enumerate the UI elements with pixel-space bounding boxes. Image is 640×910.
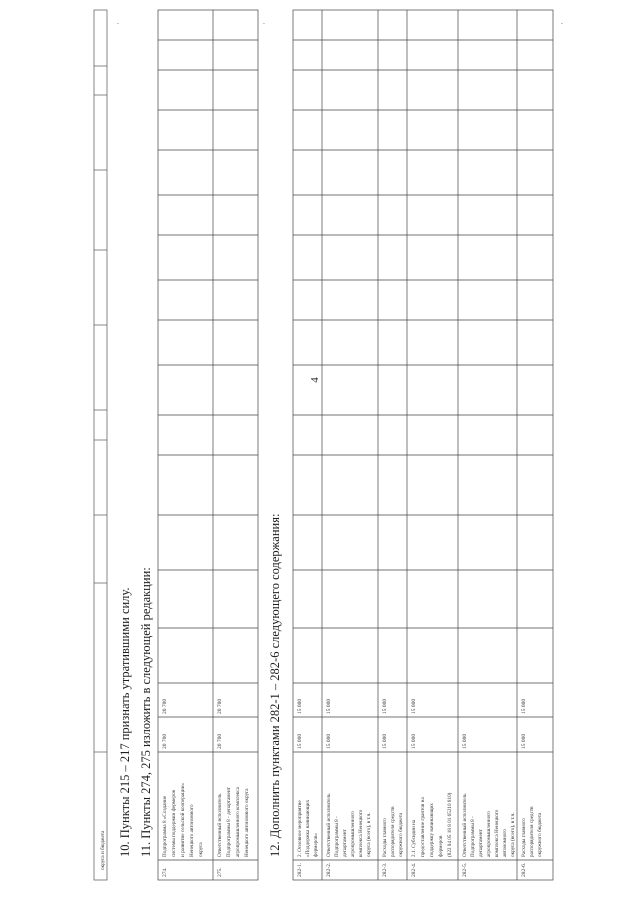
row-desc-line: Ответственный исполнитель bbox=[462, 793, 468, 857]
table-row-282-5 bbox=[461, 734, 516, 877]
page-number: 4 bbox=[309, 377, 321, 383]
row-desc-line: комплекса Ненецкого bbox=[358, 809, 364, 857]
row-number: 282-6. bbox=[521, 862, 527, 877]
row-desc-line: предоставление грантов на bbox=[420, 797, 426, 857]
row-desc-line: распорядителя средств bbox=[390, 806, 396, 857]
row-desc-line: Ответственный исполнитель bbox=[217, 793, 223, 857]
row-number: 282-3. bbox=[382, 862, 388, 877]
scan-mark: , bbox=[114, 22, 120, 24]
row-value-1: 15 000 bbox=[297, 733, 303, 749]
row-value-2: 20 700 bbox=[162, 698, 168, 714]
row-desc-line: и развитие сельской кооперации» bbox=[180, 782, 186, 857]
row-value-1: 20 700 bbox=[162, 733, 168, 749]
row-desc-line: комплекса Ненецкого bbox=[494, 809, 500, 857]
row-number: 282-5. bbox=[462, 862, 468, 877]
row-desc-line: системы поддержки фермеров bbox=[171, 790, 177, 857]
row-desc-line: округа (всего), в т.ч. bbox=[366, 812, 372, 857]
row-number: 282-4. bbox=[411, 862, 417, 877]
row-desc-line: Ответственный исполнитель bbox=[326, 793, 332, 857]
row-desc-line: фермеров bbox=[438, 835, 444, 857]
row-value-1: 15 000 bbox=[326, 733, 332, 749]
row-desc-line: фермеров» bbox=[313, 833, 319, 857]
row-desc-line: департамент bbox=[478, 829, 484, 857]
table-row-282-3 bbox=[382, 699, 404, 877]
top-strip-text: округа и бюджета bbox=[100, 830, 106, 870]
row-desc-line: округа bbox=[198, 842, 204, 857]
top-strip-table bbox=[94, 10, 107, 880]
row-desc-line: 2.1. Субсидии на bbox=[411, 819, 417, 857]
table-row-274 bbox=[162, 699, 204, 877]
row-desc-line: Подпрограммы 8 - департамент bbox=[226, 787, 232, 857]
row-desc-line: окружного бюджета bbox=[537, 812, 543, 857]
row-value-2: 15 000 bbox=[326, 698, 332, 714]
row-desc-line: Ненецкого автономного округа bbox=[244, 788, 250, 857]
row-desc-line: окружного бюджета bbox=[398, 812, 404, 857]
row-desc-line: распорядителя средств bbox=[529, 806, 535, 857]
row-value-2: 15 000 bbox=[411, 698, 417, 714]
row-desc-line: «Поддержка начинающих bbox=[305, 799, 311, 857]
table-row-282-1 bbox=[297, 699, 319, 877]
row-desc-line: Ненецкого автономного bbox=[189, 804, 195, 857]
table-row-282-4 bbox=[410, 699, 453, 877]
row-value-1: 15 000 bbox=[411, 733, 417, 749]
row-desc-line: округа (всего), в т.ч. bbox=[510, 812, 516, 857]
row-desc-line: (822 04 05 18 8 01 65210 810) bbox=[447, 792, 453, 857]
row-desc-line: Расходы главного bbox=[382, 818, 388, 857]
row-desc-line: агропромышленного bbox=[350, 811, 356, 857]
row-desc-line: поддержку начинающих bbox=[429, 803, 435, 857]
row-desc-line: агропромышленного bbox=[486, 811, 492, 857]
row-desc-line: Подпрограммы 8 - bbox=[334, 816, 340, 857]
row-value-1: 15 000 bbox=[521, 733, 527, 749]
heading-10: 10. Пункты 215 – 217 признать утратившими силу. bbox=[118, 587, 132, 857]
row-value-2: 15 000 bbox=[521, 698, 527, 714]
row-desc-line: Подпрограммы 8 - bbox=[470, 816, 476, 857]
table-282 bbox=[293, 10, 553, 880]
row-value-2: 15 000 bbox=[297, 698, 303, 714]
row-value-2: 15 000 bbox=[382, 698, 388, 714]
row-desc-line: Расходы главного bbox=[521, 818, 527, 857]
row-desc-line: Подпрограмма 8 «Создание bbox=[162, 795, 168, 857]
table-274-275 bbox=[158, 10, 258, 880]
table-row-282-2 bbox=[325, 699, 372, 877]
scan-mark: , bbox=[260, 22, 266, 24]
row-value-1: 15 000 bbox=[462, 733, 468, 749]
row-desc-line: департамент bbox=[342, 829, 348, 857]
heading-11: 11. Пункты 274, 275 изложить в следующей редакции: bbox=[139, 567, 153, 857]
row-desc-line: 2. Основное мероприятие bbox=[297, 800, 303, 857]
table-row-282-6 bbox=[521, 699, 543, 877]
row-number: 275. bbox=[217, 867, 223, 877]
row-number: 282-2. bbox=[326, 862, 332, 877]
heading-12: 12. Дополнить пунктами 282-1 – 282-6 следующего содержания: bbox=[268, 513, 282, 857]
row-desc-line: агропромышленного комплекса bbox=[235, 787, 241, 857]
scan-mark: , bbox=[558, 22, 564, 24]
row-value-2: 20 700 bbox=[217, 698, 223, 714]
row-desc-line: автономного bbox=[502, 829, 508, 857]
row-number: 282-1. bbox=[297, 862, 303, 877]
row-value-1: 15 000 bbox=[382, 733, 388, 749]
row-number: 274. bbox=[162, 867, 168, 877]
row-value-1: 20 700 bbox=[217, 733, 223, 749]
table-row-275 bbox=[216, 699, 250, 877]
